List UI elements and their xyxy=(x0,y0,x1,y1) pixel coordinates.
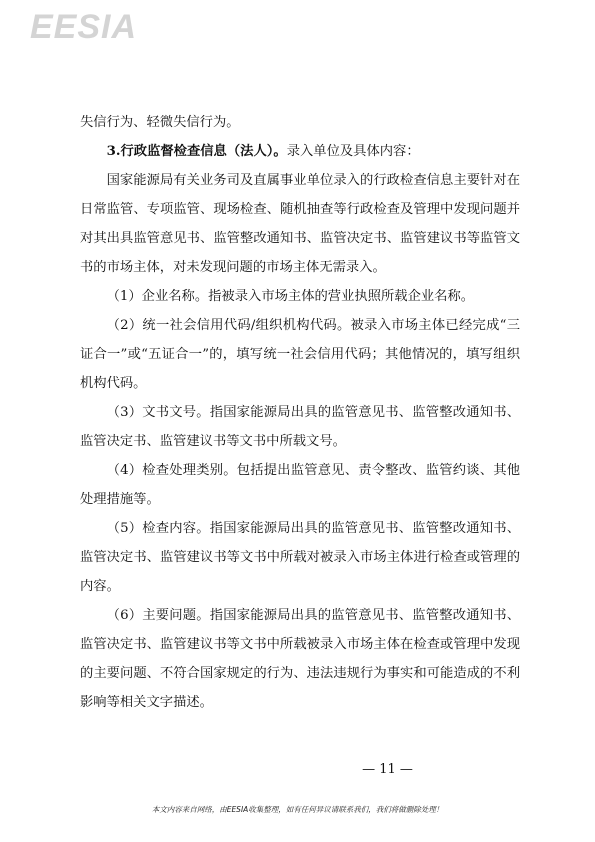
document-body xyxy=(80,108,520,717)
section-intro: 录入单位及具体内容： xyxy=(286,144,420,159)
paragraph-item-4: （4）检查处理类别。包括提出监管意见、责令整改、监管约谈、其他处理措施等。 xyxy=(80,463,520,507)
paragraph-item-1: （1）企业名称。指被录入市场主体的营业执照所载企业名称。 xyxy=(106,289,475,304)
section-heading: 3.行政监督检查信息（法人）。 xyxy=(106,144,287,159)
paragraph-continuation: 失信行为、轻微失信行为。 xyxy=(80,115,240,130)
paragraph-item-5: （5）检查内容。指国家能源局出具的监管意见书、监管整改通知书、监管决定书、监管建议书等文书中所载对被录入市场主体进行检查或管理的内容。 xyxy=(80,521,520,594)
paragraph-scope: 国家能源局有关业务司及直属事业单位录入的行政检查信息主要针对在日常监管、专项监管、现场检查、随机抽查等行政检查及管理中发现问题并对其出具监管意见书、监管整改通知书、监管决定书、监管建议书等监管文书的市场主体，对未发现问题的市场主体无需录入。 xyxy=(80,173,520,275)
section-heading-line xyxy=(80,137,520,166)
eesia-logo: EESIA xyxy=(30,8,138,46)
paragraph-item-6: （6）主要问题。指国家能源局出具的监管意见书、监管整改通知书、监管决定书、监管建议书等文书中所载被录入市场主体在检查或管理中发现的主要问题、不符合国家规定的行为、违法违规行为事实和可能造成的不利影响等相关文字描述。 xyxy=(80,608,520,710)
page-number: — 11 — xyxy=(362,762,413,777)
footer-disclaimer: 本文内容来自网络，由EESIA收集整理，如有任何异议请联系我们，我们将做删除处理！ xyxy=(151,805,444,814)
paragraph-item-3: （3）文书文号。指国家能源局出具的监管意见书、监管整改通知书、监管决定书、监管建议书等文书中所载文号。 xyxy=(80,405,520,449)
paragraph-item-2: （2）统一社会信用代码/组织机构代码。被录入市场主体已经完成“三证合一”或“五证合一”的，填写统一社会信用代码；其他情况的，填写组织机构代码。 xyxy=(80,318,520,391)
